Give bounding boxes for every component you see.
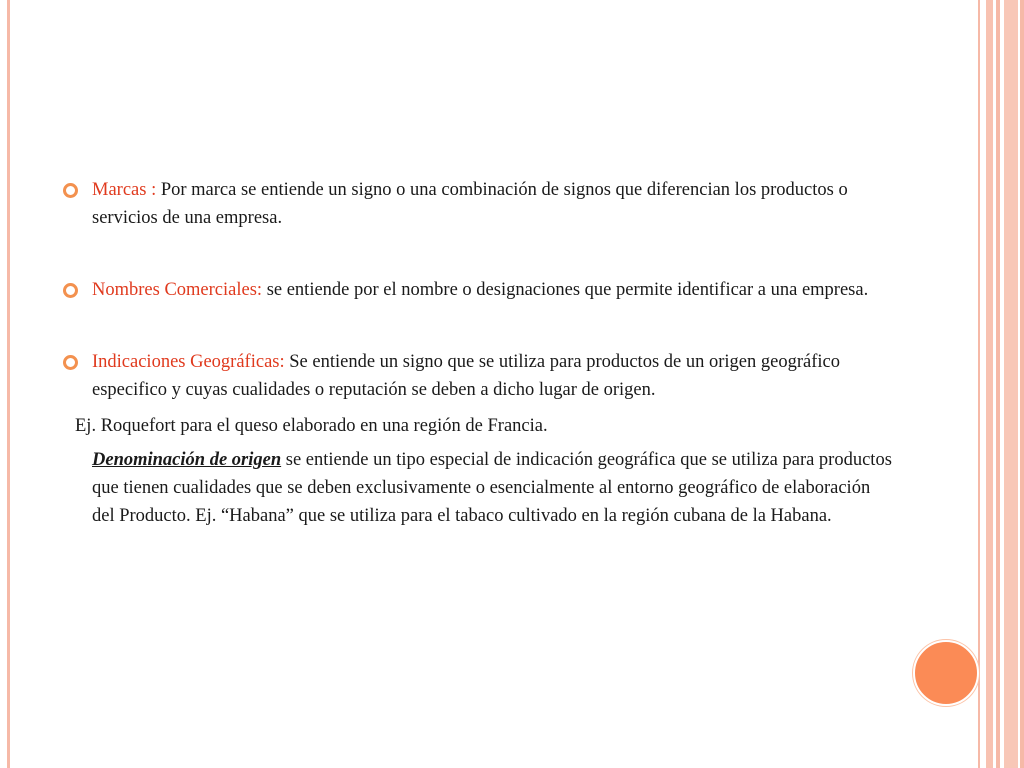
denominacion-term: Denominación de origen (92, 450, 282, 470)
denominacion-text: se entiende un tipo especial de indicación geográfica que se utiliza para productos que tienen cualidades que se deben exclusivamente o esencialmente al entorno geográfico de elaboración del Producto. Ej. “Habana” que se utiliza para el tabaco cultivado en la región cubana de la Habana. (92, 450, 892, 526)
bullet-text: se entiende por el nombre o designaciones que permite identificar a una empresa. (262, 280, 869, 300)
bullet-text: Se entiende un signo que se utiliza para productos de un origen geográfico especifico y cuyas cualidades o reputación se deben a dicho lugar de origen. (92, 352, 840, 400)
bullet-nombres-comerciales (62, 276, 892, 304)
right-border-stripe (996, 0, 1000, 768)
bullet-marcas (62, 176, 892, 232)
circle-bullet-icon (63, 183, 78, 198)
circle-bullet-icon (63, 355, 78, 370)
example-paragraph: Ej. Roquefort para el queso elaborado en una región de Francia. (75, 416, 548, 436)
left-border-stripe (7, 0, 10, 768)
bullet-term: Indicaciones Geográficas: (92, 352, 285, 372)
decorative-circle (913, 640, 979, 706)
right-border-stripe (986, 0, 993, 768)
bullet-term: Marcas : (92, 180, 157, 200)
bullet-term: Nombres Comerciales: (92, 280, 263, 300)
right-border-stripe (978, 0, 980, 768)
bullet-indicaciones-geograficas (62, 348, 892, 404)
right-border-stripe (1020, 0, 1024, 768)
circle-bullet-icon (63, 283, 78, 298)
denominacion-paragraph (62, 446, 892, 530)
slide-content (62, 176, 892, 530)
right-border-stripe (1004, 0, 1018, 768)
bullet-text: Por marca se entiende un signo o una combinación de signos que diferencian los productos o servicios de una empresa. (92, 180, 848, 228)
